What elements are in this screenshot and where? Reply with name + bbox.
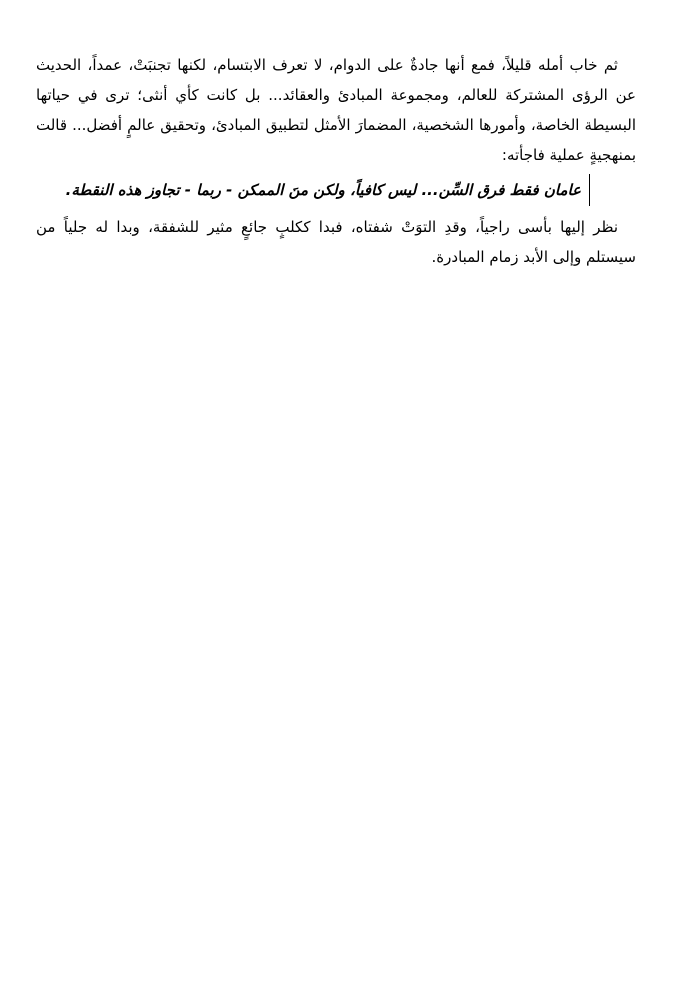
block-quote: عامان فقط فرق السِّن... ليس كافياً، ولكن منَ الممكن - ربما - تجاوز هذه النقطة. xyxy=(36,174,590,206)
paragraph-1: ثم خاب أمله قليلاً، فمع أنها جادةٌ على الدوام، لا تعرف الابتسام، لكنها تجنبَتْ، عمداً، الحديث عن الرؤى المشتركة للعالم، ومجموعة المبادئ والعقائد... بل كانت كأي أنثى؛ ترى في حياتها البسيطة الخاصة، وأمورها الشخصية، المضمارَ الأمثل لتطبيق المبادئ، وتحقيق عالمٍ أفضل... قالت بمنهجيةٍ عملية فاجأته: xyxy=(36,56,636,164)
paragraph-2: نظر إليها بأسى راجياً، وقدِ التوَتْ شفتاه، فبدا ككلبٍ جائعٍ مثير للشفقة، وبدا له جلياً من سيستلم وإلى الأبد زمام المبادرة. xyxy=(36,218,636,266)
document-body xyxy=(36,50,636,272)
